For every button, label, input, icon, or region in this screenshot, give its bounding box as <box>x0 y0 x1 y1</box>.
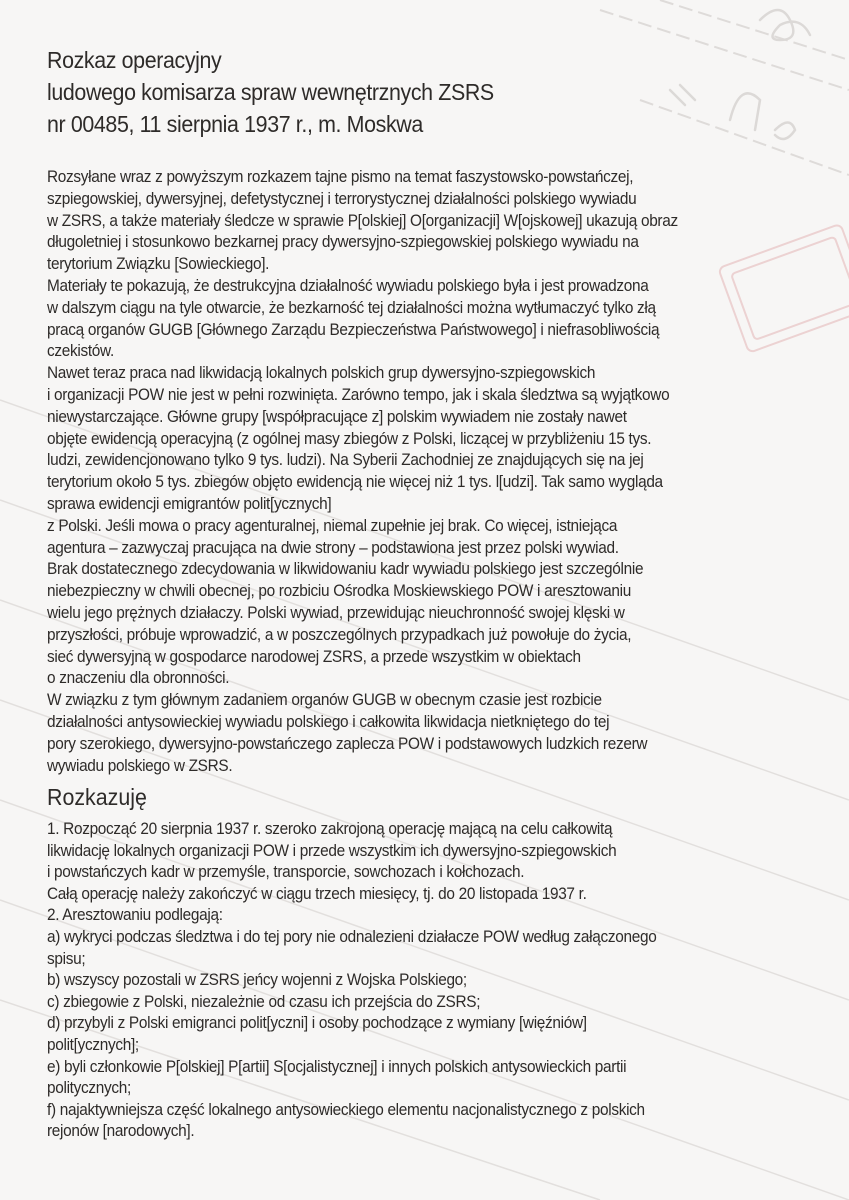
order-line: f) najaktywniejsza część lokalnego antysowieckiego elementu nacjonalistycznego z polskich <box>47 1099 645 1119</box>
body-line: niewystarczające. Główne grupy [współpracujące z] polskim wywiadem nie zostały nawet <box>47 406 627 426</box>
order-line: 2. Aresztowaniu podlegają: <box>47 905 223 925</box>
order-line: i powstańczych kadr w przemyśle, transporcie, sowchozach i kołchozach. <box>47 862 525 882</box>
body-line: niebezpieczny w chwili obecnej, po rozbiciu Ośrodka Moskiewskiego POW i aresztowaniu <box>47 581 631 601</box>
body-line: z Polski. Jeśli mowa o pracy agenturalnej, niemal zupełnie jej brak. Co więcej, istniejąca <box>47 515 618 535</box>
body-line: Brak dostatecznego zdecydowania w likwidowaniu kadr wywiadu polskiego jest szczególnie <box>47 559 644 579</box>
body-line: w dalszym ciągu na tyle otwarcie, że bezkarność tej działalności można wytłumaczyć tylko złą <box>47 297 656 317</box>
body-line: Rozsyłane wraz z powyższym rozkazem tajne pismo na temat faszystowsko-powstańczej, <box>47 167 634 186</box>
order-line: c) zbiegowie z Polski, niezależnie od czasu ich przejścia do ZSRS; <box>47 991 481 1011</box>
body-line: wywiadu polskiego w ZSRS. <box>47 755 233 775</box>
order-line: rejonów [narodowych]. <box>47 1121 195 1141</box>
body-line: sprawa ewidencji emigrantów polit[ycznych] <box>47 494 332 513</box>
order-line: politycznych; <box>47 1078 131 1098</box>
body-line: szpiegowskiej, dywersyjnej, defetystycznej i terrorystycznej działalności polskiego wywiadu <box>47 188 637 208</box>
order-line: spisu; <box>47 948 86 968</box>
order-line: polit[ycznych]; <box>47 1035 139 1054</box>
body-line: wielu jego prężnych działaczy. Polski wywiad, przewidując nieuchronność swojej klęski w <box>47 603 625 622</box>
body-line: Nawet teraz praca nad likwidacją lokalnych polskich grup dywersyjno-szpiegowskich <box>47 363 596 383</box>
body-line: i organizacji POW nie jest w pełni rozwinięta. Zarówno tempo, jak i skala śledztwa są wyjątkowo <box>47 385 670 404</box>
body-line: działalności antysowieckiej wywiadu polskiego i całkowita likwidacja nietkniętego do tej <box>47 712 610 731</box>
order-line: a) wykryci podczas śledztwa i do tej pory nie odnalezieni działacze POW według załączonego <box>47 927 657 946</box>
section-heading-rozkazuje: Rozkazuję <box>47 784 147 810</box>
body-line: ludzi, zewidencjonowano tylko 9 tys. ludzi). Na Syberii Zachodniej ze znajdujących się na jej <box>47 450 644 470</box>
body-line: pory szerokiego, dywersyjno-powstańczego zaplecza POW i podstawowych ludzkich rezerw <box>47 733 648 753</box>
order-line: 1. Rozpocząć 20 sierpnia 1937 r. szeroko zakrojoną operację mającą na celu całkowitą <box>47 819 613 838</box>
body-line: w ZSRS, a także materiały śledcze w sprawie P[olskiej] O[organizacji] W[ojskowej] ukazują obraz <box>47 210 678 230</box>
body-line: W związku z tym głównym zadaniem organów GUGB w obecnym czasie jest rozbicie <box>47 690 602 710</box>
body-line: długoletniej i stosunkowo bezkarnej pracy dywersyjno-szpiegowskiej polskiego wywiadu na <box>47 232 639 252</box>
title-line: Rozkaz operacyjny <box>47 47 222 73</box>
title-line: ludowego komisarza spraw wewnętrznych ZSRS <box>47 79 494 105</box>
body-line: sieć dywersyjną w gospodarce narodowej ZSRS, a przede wszystkim w obiektach <box>47 646 581 666</box>
body-line: terytorium około 5 tys. zbiegów objęto ewidencją nie więcej niż 1 tys. l[udzi]. Tak samo wygląda <box>47 472 663 492</box>
order-line: Całą operację należy zakończyć w ciągu trzech miesięcy, tj. do 20 listopada 1937 r. <box>47 883 587 903</box>
body-line: objęte ewidencją operacyjną (z ogólnej masy zbiegów z Polski, liczącej w przybliżeniu 15 tys. <box>47 428 652 448</box>
body-line: czekistów. <box>47 341 114 361</box>
order-line: likwidację lokalnych organizacji POW i przede wszystkim ich dywersyjno-szpiegowskich <box>47 840 617 860</box>
body-line: przyszłości, próbuje wprowadzić, a w poszczególnych przypadkach już powołuje do życia, <box>47 624 632 644</box>
body-line: pracą organów GUGB [Głównego Zarządu Bezpieczeństwa Państwowego] i niefrasobliwością <box>47 319 660 339</box>
title-line: nr 00485, 11 sierpnia 1937 r., m. Moskwa <box>47 111 423 137</box>
order-line: d) przybyli z Polski emigranci polit[yczni] i osoby pochodzące z wymiany [więźniów] <box>47 1013 587 1033</box>
body-line: agentura – zazwyczaj pracująca na dwie strony – podstawiona jest przez polski wywiad. <box>47 537 619 557</box>
body-line: Materiały te pokazują, że destrukcyjna działalność wywiadu polskiego była i jest prowadzona <box>47 276 649 295</box>
body-line: o znaczeniu dla obronności. <box>47 668 230 688</box>
body-line: terytorium Związku [Sowieckiego]. <box>47 254 270 274</box>
order-line: e) byli członkowie P[olskiej] P[artii] S[ocjalistycznej] i innych polskich antysowieckich partii <box>47 1056 627 1076</box>
order-line: b) wszyscy pozostali w ZSRS jeńcy wojenni z Wojska Polskiego; <box>47 970 467 990</box>
